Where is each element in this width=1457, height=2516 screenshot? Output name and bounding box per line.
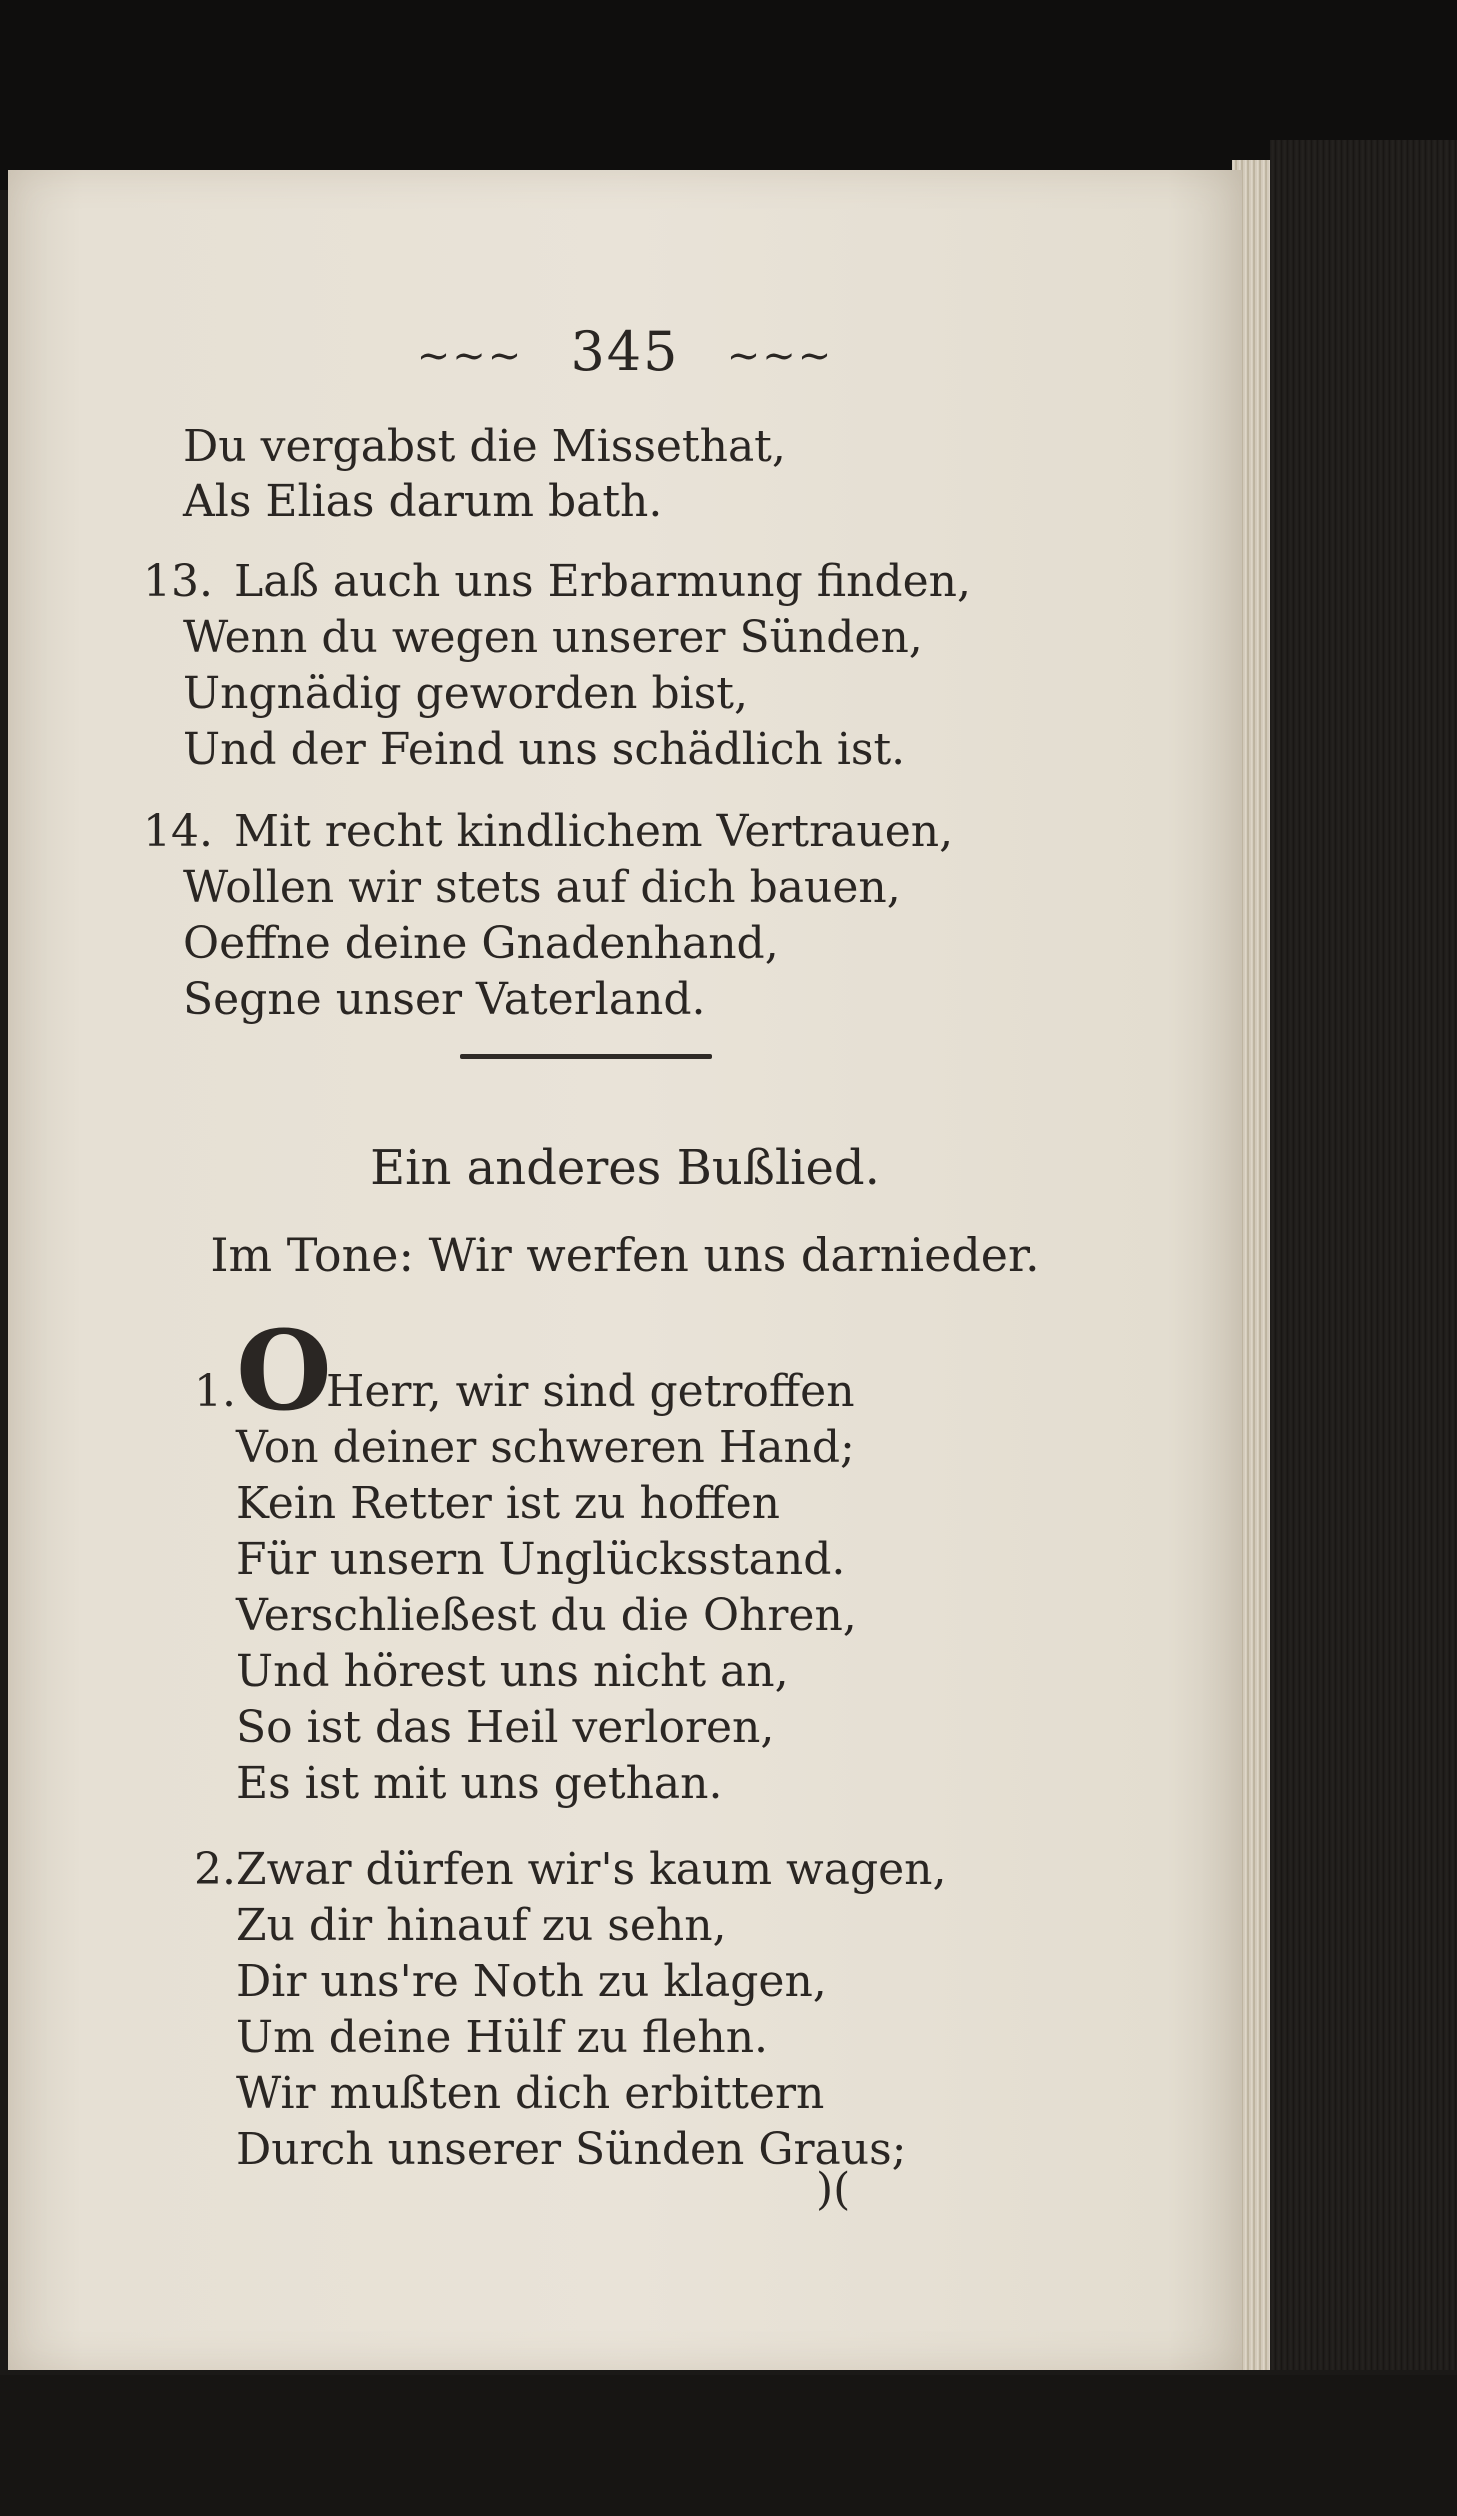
verse-line: Von deiner schweren Hand; — [236, 1422, 855, 1473]
page-number: 345 — [570, 320, 680, 383]
header-ornament-left: ~~~ — [416, 333, 524, 379]
verse-line: So ist das Heil verloren, — [236, 1702, 775, 1753]
verse-line: Segne unser Vaterland. — [183, 974, 706, 1025]
verse-number: 13. — [143, 556, 213, 607]
hymn-title: Ein anderes Bußlied. — [370, 1140, 880, 1196]
book-page — [8, 170, 1242, 2370]
drop-initial: O — [236, 1306, 332, 1435]
verse-number: 1. — [194, 1366, 236, 1417]
verse-line: Du vergabst die Missethat, — [183, 421, 786, 472]
verse-line: Wir mußten dich erbittern — [236, 2068, 825, 2119]
verse-line: Und hörest uns nicht an, — [236, 1646, 789, 1697]
book-cover-edge — [1270, 140, 1457, 2370]
verse-line: Herr, wir sind getroffen — [326, 1366, 855, 1417]
verse-line: Es ist mit uns gethan. — [236, 1758, 723, 1809]
section-divider — [460, 1054, 712, 1059]
verse-line: Ungnädig geworden bist, — [183, 668, 748, 719]
verse-line: Zu dir hinauf zu sehn, — [236, 1900, 727, 1951]
verse-line: Um deine Hülf zu flehn. — [236, 2012, 769, 2063]
verse-line: Wollen wir stets auf dich bauen, — [183, 862, 901, 913]
verse-number: 14. — [143, 806, 213, 857]
verse-line: Wenn du wegen unserer Sünden, — [183, 612, 923, 663]
catchword: )( — [816, 2164, 851, 2215]
verse-line: Oeffne deine Gnadenhand, — [183, 918, 779, 969]
verse-line: Laß auch uns Erbarmung finden, — [234, 556, 971, 607]
verse-line: Als Elias darum bath. — [183, 476, 663, 527]
verse-line: Verschließest du die Ohren, — [236, 1590, 857, 1641]
verse-line: Kein Retter ist zu hoffen — [236, 1478, 781, 1529]
book-cover-bottom — [0, 2375, 1457, 2516]
verse-line: Für unsern Unglücksstand. — [236, 1534, 846, 1585]
verse-line: Und der Feind uns schädlich ist. — [183, 724, 906, 775]
header-ornament-right: ~~~ — [726, 333, 834, 379]
verse-line: Mit recht kindlichem Vertrauen, — [234, 806, 954, 857]
verse-line: Zwar dürfen wir's kaum wagen, — [236, 1844, 947, 1895]
page-header — [8, 320, 1242, 383]
verse-number: 2. — [194, 1844, 236, 1895]
verse-line: Durch unserer Sünden Graus; — [236, 2124, 907, 2175]
hymn-tune: Im Tone: Wir werfen uns darnieder. — [210, 1228, 1040, 1282]
verse-line: Dir uns're Noth zu klagen, — [236, 1956, 827, 2007]
